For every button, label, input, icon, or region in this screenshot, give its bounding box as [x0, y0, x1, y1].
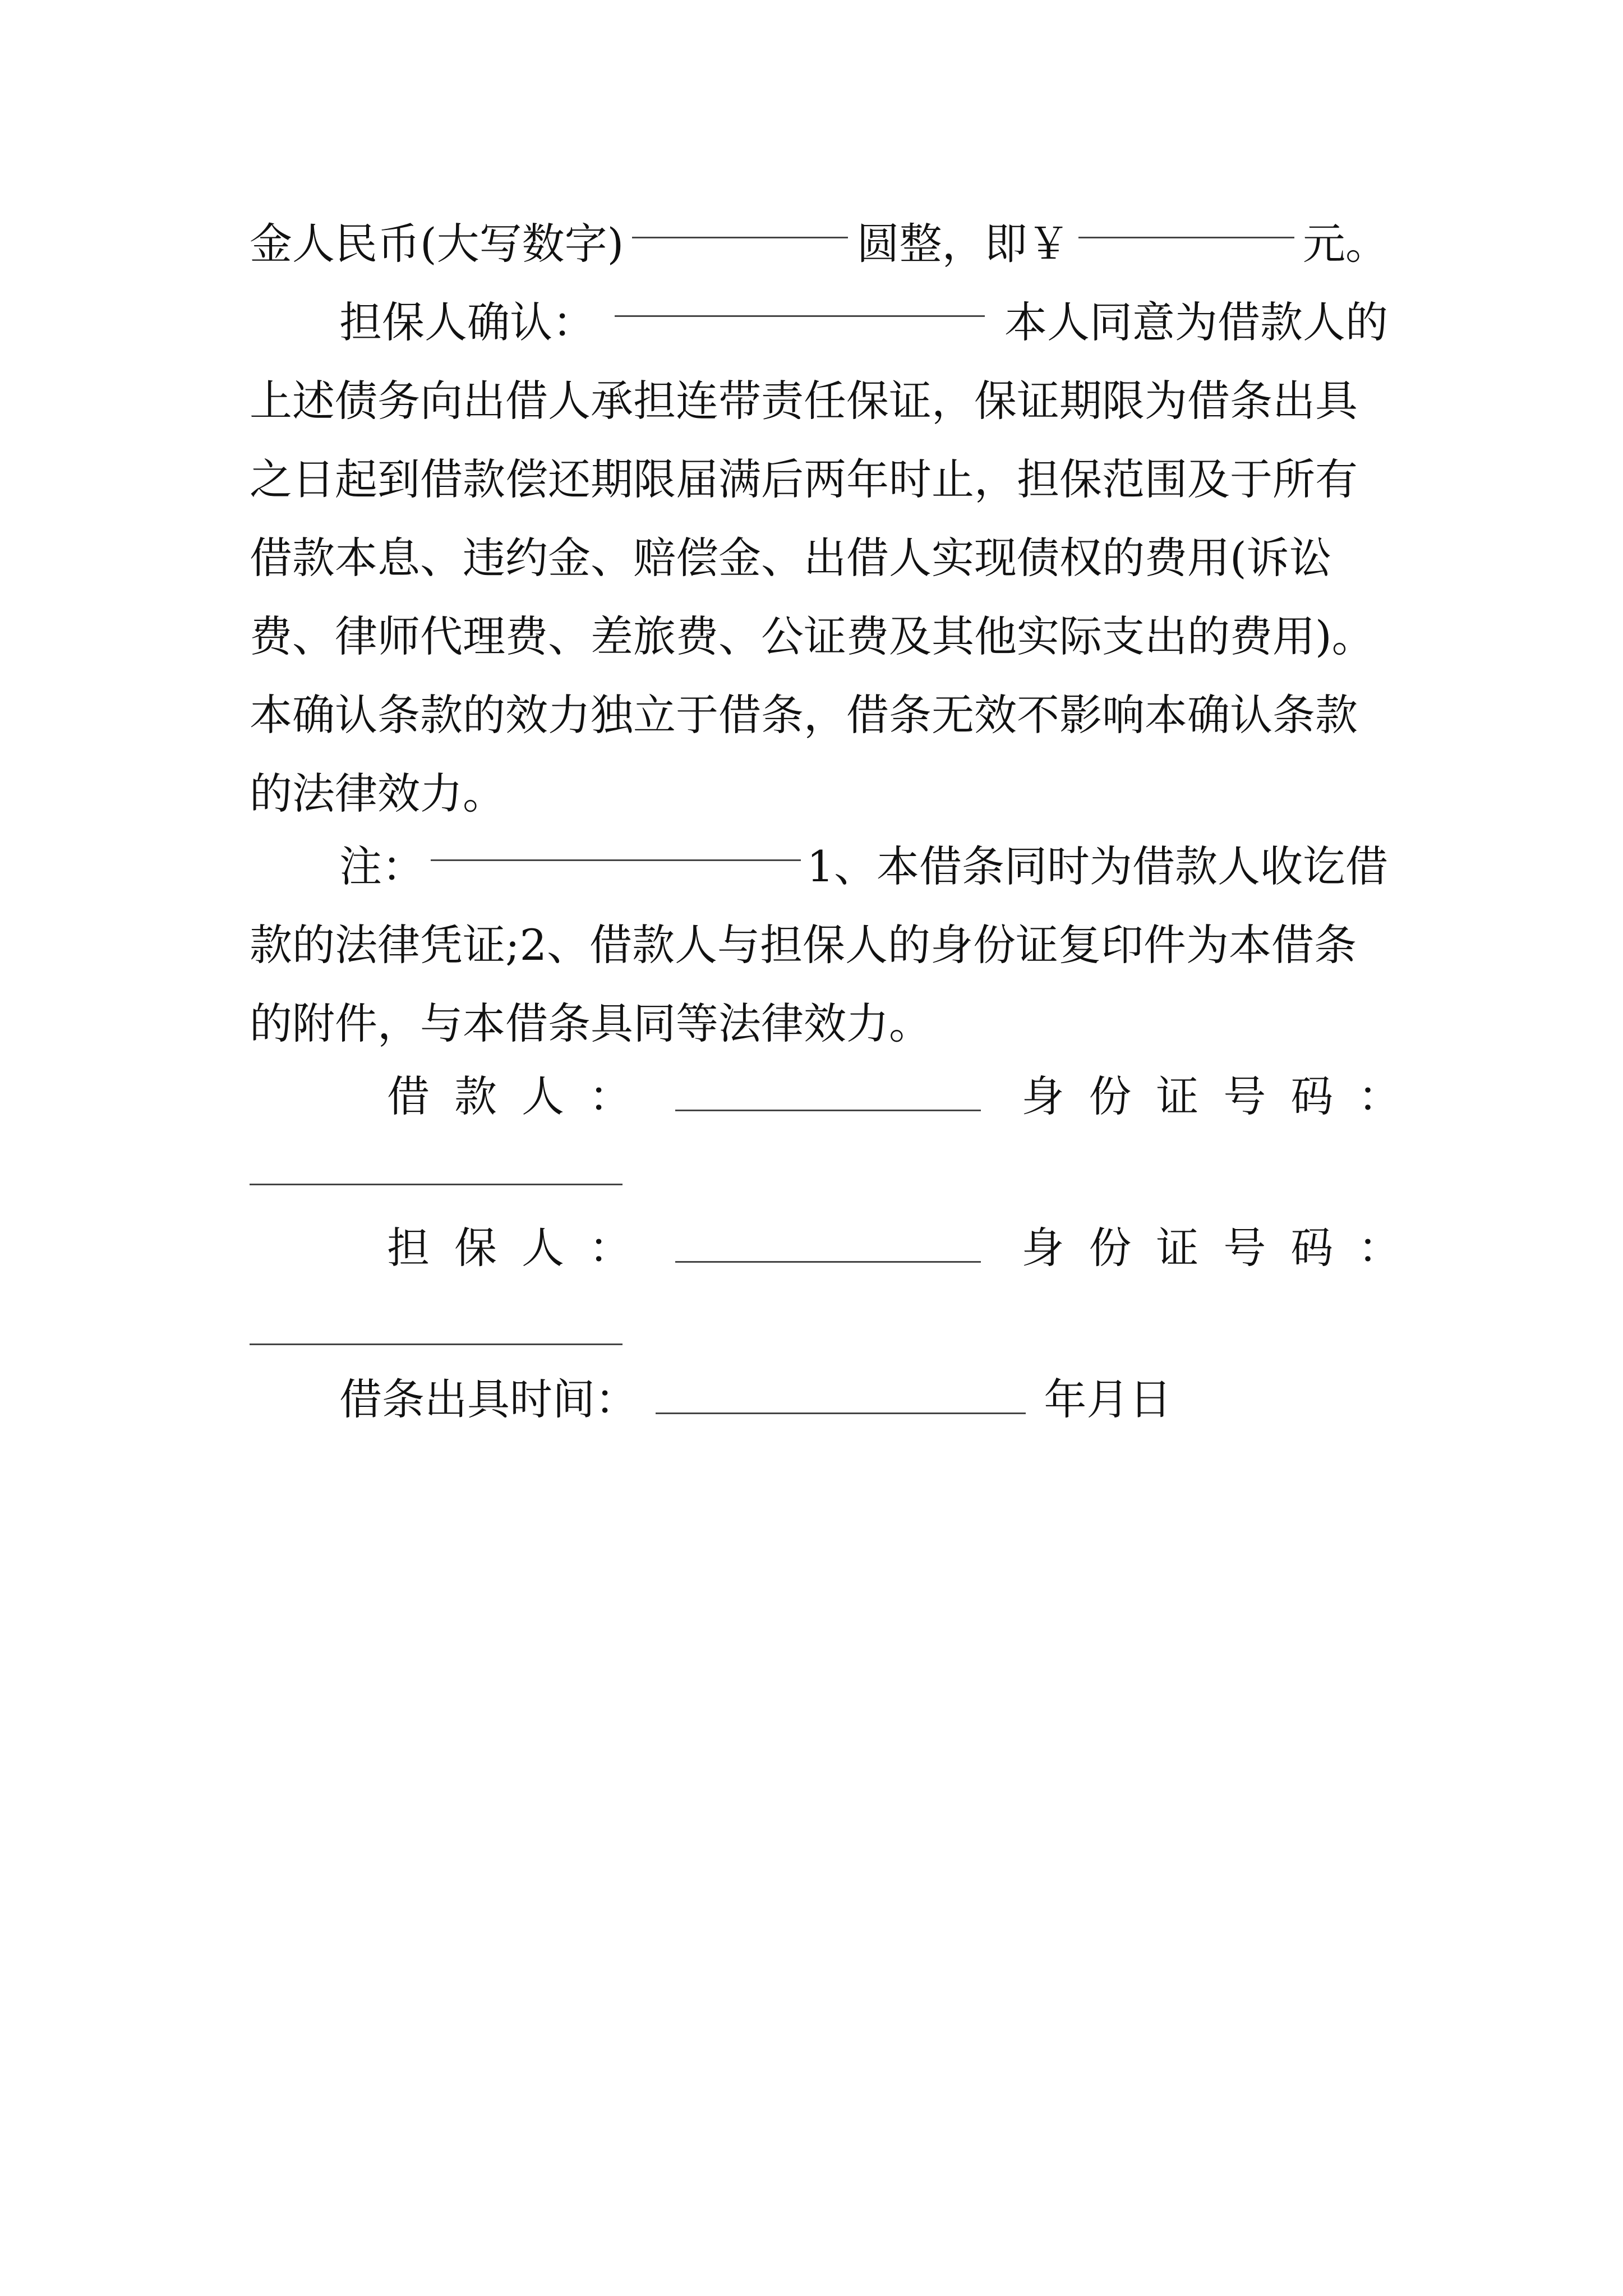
guarantor-id-field[interactable] — [250, 1343, 623, 1345]
issue-date-label: 借条出具时间： — [339, 1374, 638, 1424]
note-line-3: 的附件，与本借条具同等法律效力。 — [250, 999, 932, 1048]
guarantee-line-6: 本确认条款的效力独立于借条，借条无效不影响本确认条款 — [250, 690, 1358, 740]
guarantor-line — [387, 1206, 1426, 1290]
borrower-label: 借款人： — [387, 1071, 656, 1121]
guarantee-line-1 — [339, 280, 1388, 365]
borrower-id-label: 身份证号码： — [1021, 1071, 1426, 1121]
guarantor-confirm-field[interactable] — [615, 280, 985, 317]
guarantor-name-field[interactable] — [675, 1226, 981, 1263]
borrower-id-field[interactable] — [250, 1184, 623, 1185]
amount-number-field[interactable] — [1078, 202, 1294, 238]
note-line-2: 款的法律凭证;2、借款人与担保人的身份证复印件为本借条 — [250, 920, 1357, 970]
issue-date-suffix: 年月日 — [1044, 1374, 1172, 1424]
note-field[interactable] — [431, 825, 801, 861]
note-label: 注： — [339, 841, 425, 891]
issue-date-field[interactable] — [656, 1378, 1026, 1414]
guarantee-line-2: 上述债务向出借人承担连带责任保证，保证期限为借条出具 — [250, 376, 1358, 426]
amount-prefix: 金人民币(大写数字) — [250, 219, 624, 269]
guarantee-line-4: 借款本息、违约金、赔偿金、出借人实现债权的费用(诉讼 — [250, 533, 1332, 583]
amount-words-field[interactable] — [632, 202, 848, 238]
amount-middle: 圆整，即￥ — [856, 219, 1070, 269]
guarantee-line-3: 之日起到借款偿还期限届满后两年时止，担保范围及于所有 — [250, 454, 1358, 504]
guarantee-label: 担保人确认： — [339, 297, 595, 347]
borrower-line — [387, 1055, 1426, 1139]
guarantor-id-label: 身份证号码： — [1021, 1223, 1426, 1273]
amount-suffix: 元。 — [1303, 219, 1388, 269]
guarantee-line-5: 费、律师代理费、差旅费、公证费及其他实际支出的费用)。 — [250, 611, 1375, 661]
borrower-name-field[interactable] — [675, 1075, 981, 1111]
guarantee-line1-tail: 本人同意为借款人的 — [1004, 297, 1388, 347]
amount-line — [250, 202, 1388, 286]
guarantor-label: 担保人： — [387, 1223, 656, 1273]
note-line1-tail: 1、本借条同时为借款人收讫借 — [806, 841, 1388, 891]
issue-date-line — [339, 1358, 1388, 1442]
note-line-1 — [339, 825, 1388, 909]
guarantee-line-7: 的法律效力。 — [250, 769, 505, 818]
